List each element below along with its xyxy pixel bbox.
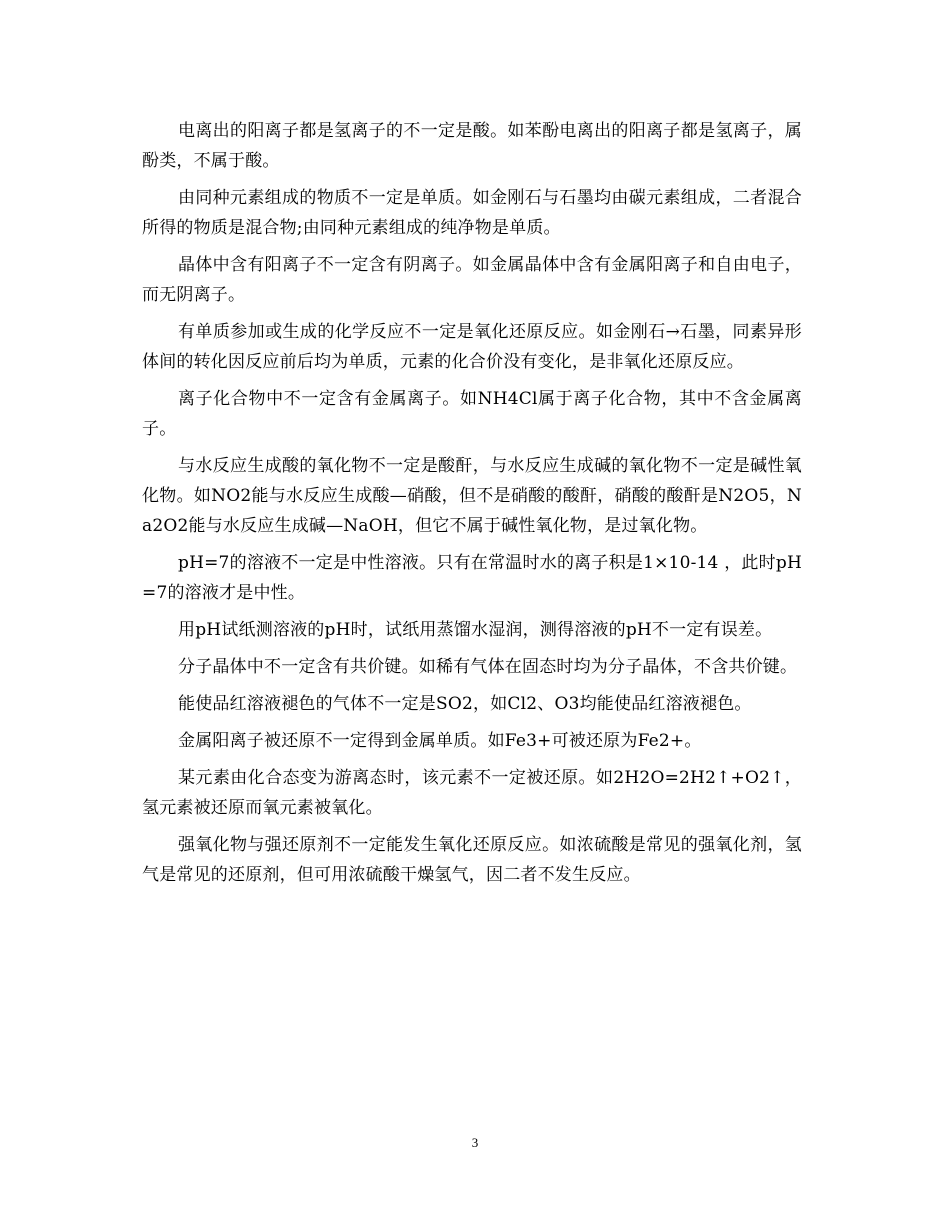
page-number: 3 [471,1135,479,1150]
paragraph-6: 与水反应生成酸的氧化物不一定是酸酐，与水反应生成碱的氧化物不一定是碱性氧化物。如NO2能与水反应生成酸—硝酸，但不是硝酸的酸酐，硝酸的酸酐是N2O5，Na2O2能与水反应生成碱—NaOH，但它不属于碱性氧化物，是过氧化物。 [142,456,802,536]
paragraph-3: 晶体中含有阳离子不一定含有阴离子。如金属晶体中含有金属阳离子和自由电子，而无阴离子。 [142,255,802,305]
paragraph-5: 离子化合物中不一定含有金属离子。如NH4Cl属于离子化合物，其中不含金属离子。 [142,389,802,439]
document-body [142,116,802,897]
paragraph-1: 电离出的阳离子都是氢离子的不一定是酸。如苯酚电离出的阳离子都是氢离子，属酚类，不属于酸。 [142,121,802,171]
paragraph-10: 能使品红溶液褪色的气体不一定是SO2，如Cl2、O3均能使品红溶液褪色。 [178,694,752,714]
paragraph-9: 分子晶体中不一定含有共价键。如稀有气体在固态时均为分子晶体，不含共价键。 [178,657,798,677]
paragraph-12: 某元素由化合态变为游离态时，该元素不一定被还原。如2H2O=2H2↑+O2↑，氢元素被还原而氧元素被氧化。 [142,768,802,818]
paragraph-13: 强氧化物与强还原剂不一定能发生氧化还原反应。如浓硫酸是常见的强氧化剂，氢气是常见的还原剂，但可用浓硫酸干燥氢气，因二者不发生反应。 [142,835,802,885]
paragraph-2: 由同种元素组成的物质不一定是单质。如金刚石与石墨均由碳元素组成，二者混合所得的物质是混合物;由同种元素组成的纯净物是单质。 [142,188,802,238]
paragraph-8: 用pH试纸测溶液的pH时，试纸用蒸馏水湿润，测得溶液的pH不一定有误差。 [178,620,773,640]
paragraph-11: 金属阳离子被还原不一定得到金属单质。如Fe3+可被还原为Fe2+。 [178,731,702,751]
paragraph-7: pH=7的溶液不一定是中性溶液。只有在常温时水的离子积是1×10-14 ，此时pH=7的溶液才是中性。 [142,553,802,603]
paragraph-4: 有单质参加或生成的化学反应不一定是氧化还原反应。如金刚石→石墨，同素异形体间的转化因反应前后均为单质，元素的化合价没有变化，是非氧化还原反应。 [142,322,802,372]
